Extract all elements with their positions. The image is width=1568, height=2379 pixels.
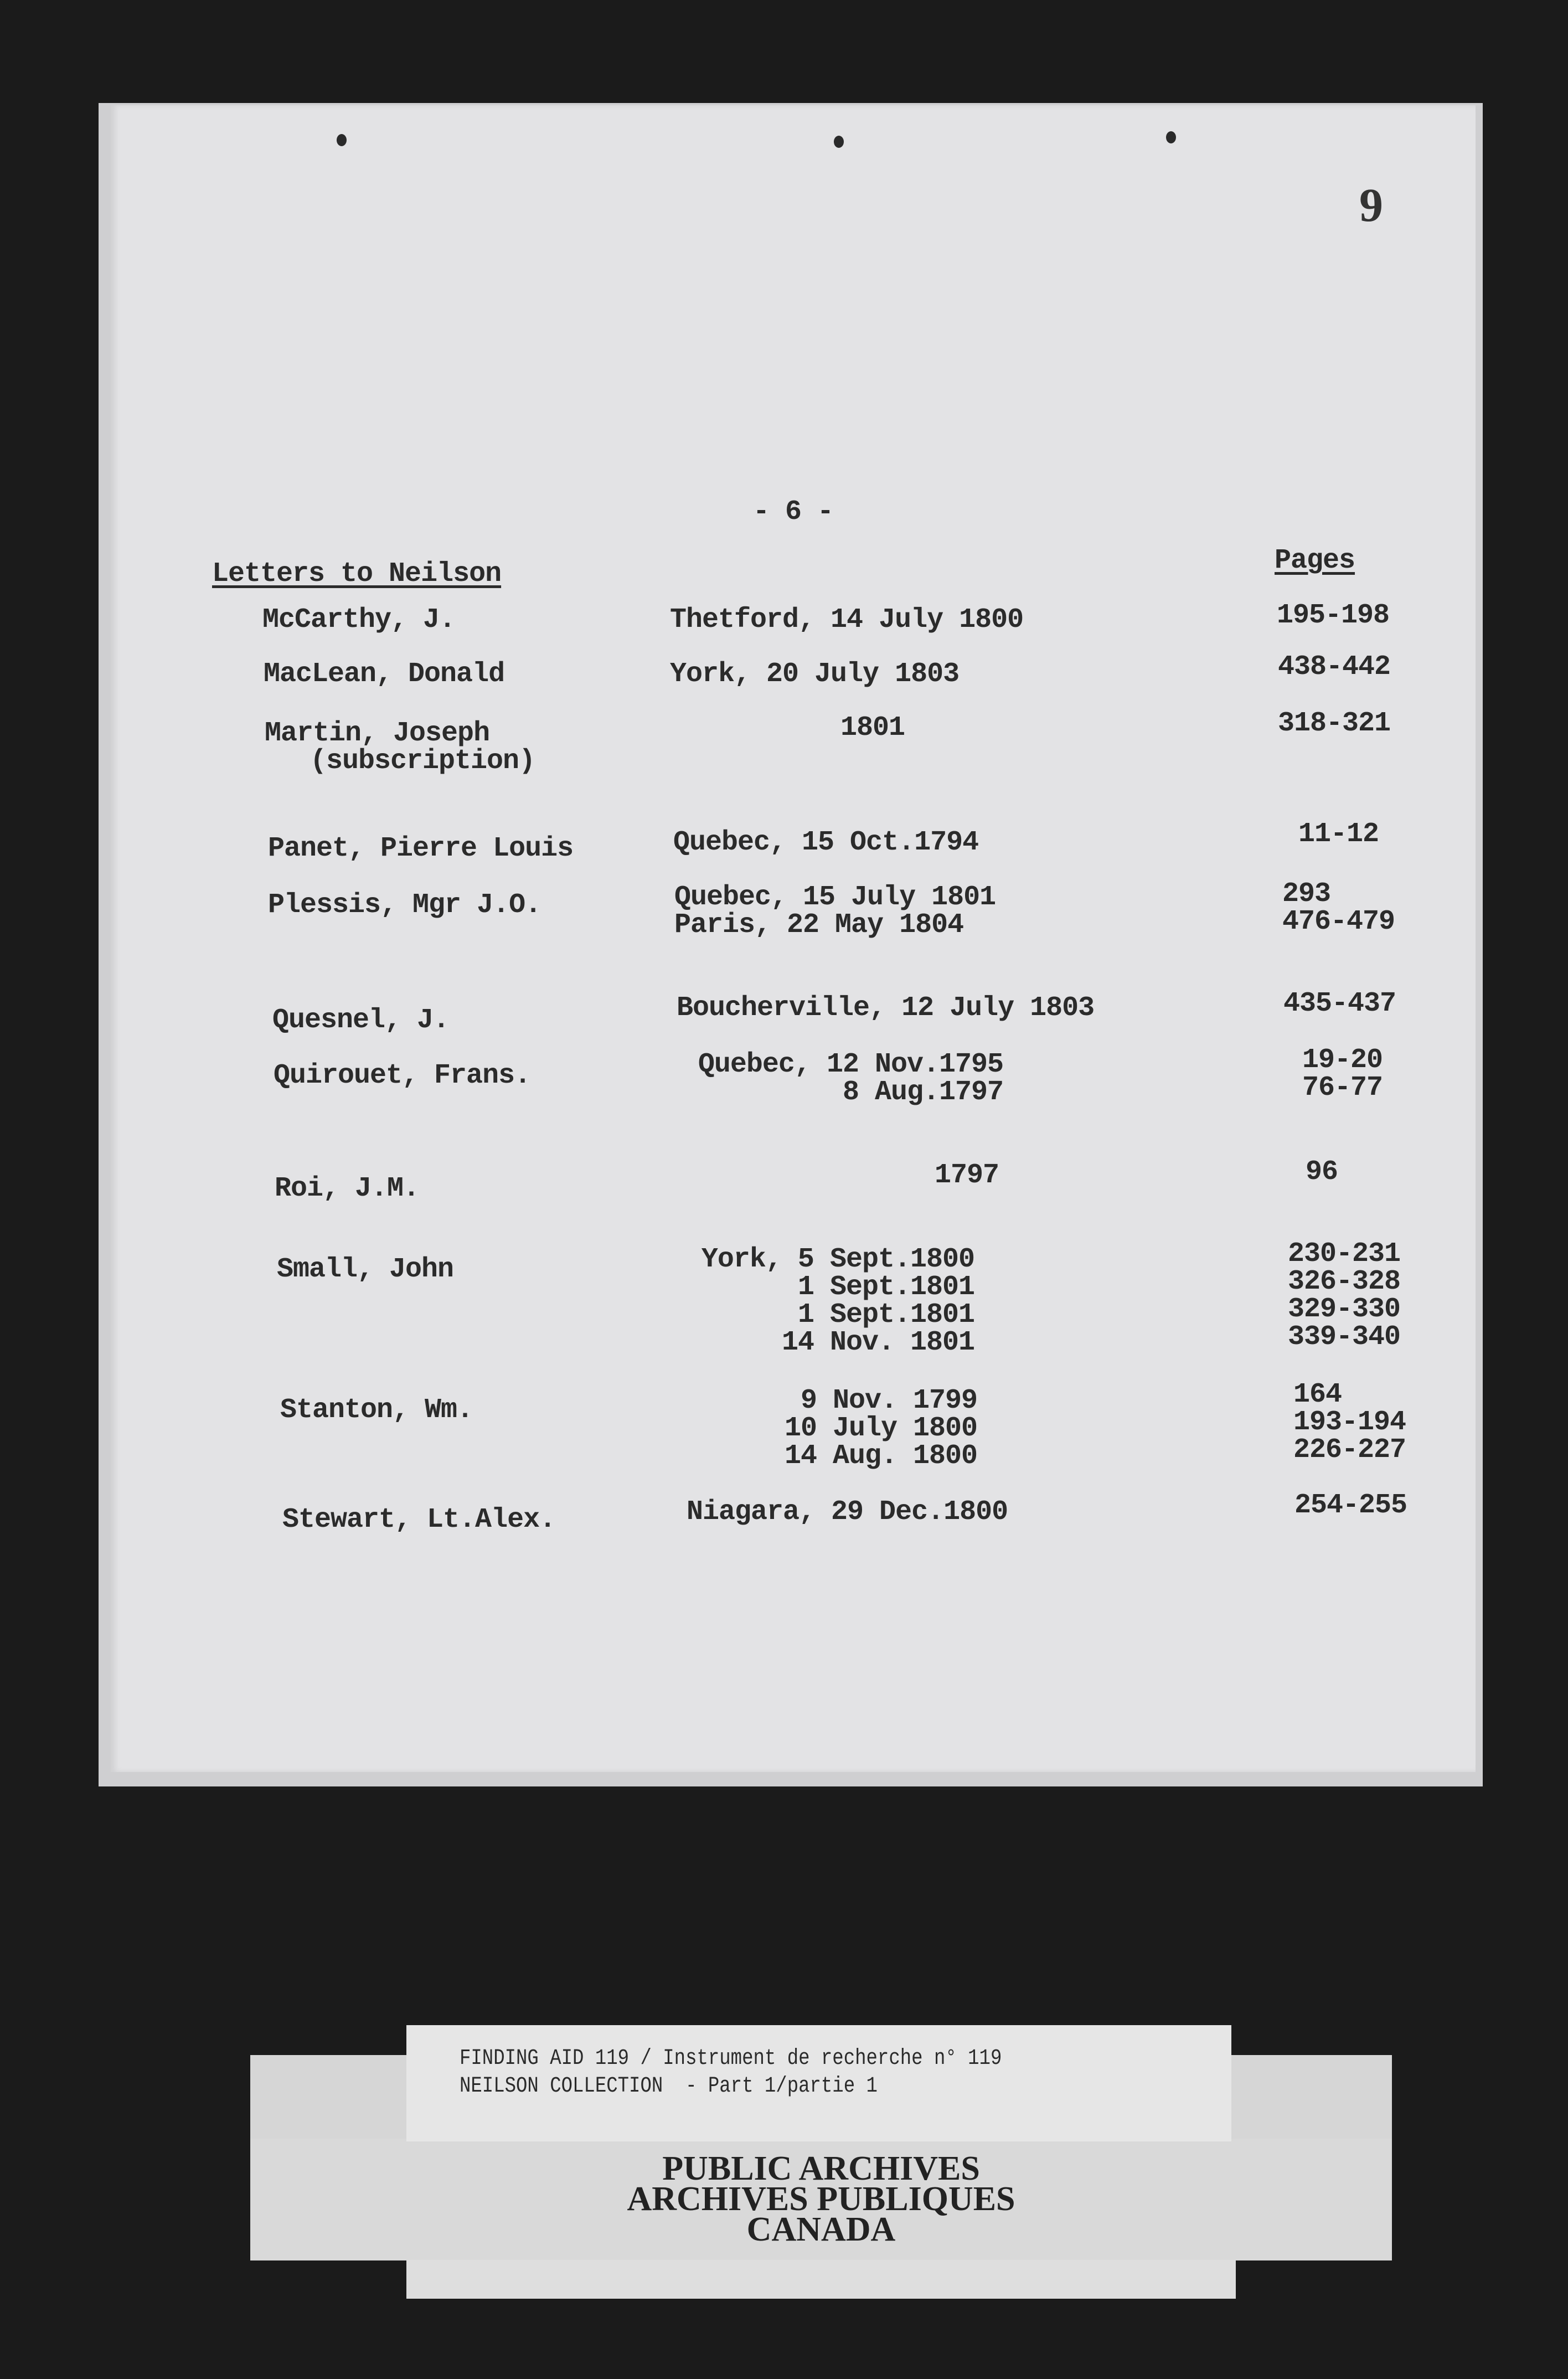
entry-pages: 254-255 <box>1294 1490 1407 1521</box>
entry-date: 14 Nov. 1801 <box>781 1327 974 1358</box>
entry-date: Quebec, 15 Oct.1794 <box>673 827 979 858</box>
page-range: 476-479 <box>1282 906 1395 938</box>
entry-date: 10 July 1800 <box>784 1413 977 1444</box>
entry-date: Boucherville, 12 July 1803 <box>677 992 1095 1024</box>
entry-dates <box>674 884 996 939</box>
pages-header: Pages <box>1275 545 1355 576</box>
finding-aid-line: FINDING AID 119 / Instrument de recherche n° 119 <box>460 2046 1002 2071</box>
archives-stamp-line: PUBLIC ARCHIVES <box>662 2150 980 2187</box>
page-range: 226-227 <box>1293 1434 1406 1466</box>
page-range: 193-194 <box>1293 1407 1406 1438</box>
page-range: 76-77 <box>1302 1072 1383 1104</box>
page-range: 293 <box>1282 878 1331 910</box>
entry-name: McCarthy, J. <box>262 604 456 636</box>
entry-date: 1 Sept.1801 <box>797 1299 974 1331</box>
entry-date: 1797 <box>935 1160 999 1191</box>
entry-pages <box>1293 1381 1406 1464</box>
page-range: 339-340 <box>1288 1321 1401 1353</box>
entry-pages: 96 <box>1306 1156 1338 1188</box>
archive-card-strip <box>406 2260 1236 2299</box>
entry-pages: 435-437 <box>1283 988 1396 1019</box>
entry-name: Quirouet, Frans. <box>274 1060 531 1091</box>
entry-date: Niagara, 29 Dec.1800 <box>687 1496 1008 1528</box>
entry-date: Quebec, 15 July 1801 <box>674 882 996 913</box>
page-range: 326-328 <box>1288 1266 1401 1297</box>
entry-pages: 195-198 <box>1277 600 1390 631</box>
page-range: 230-231 <box>1288 1238 1401 1270</box>
sheet-number: - 6 - <box>753 496 834 528</box>
entry-name-note: (subscription) <box>310 745 535 777</box>
entry-date: Quebec, 12 Nov.1795 <box>698 1049 1003 1080</box>
entry-date: Paris, 22 May 1804 <box>674 909 964 941</box>
entry-name: MacLean, Donald <box>264 658 505 690</box>
punch-hole <box>1166 131 1176 143</box>
entry-pages: 318-321 <box>1278 708 1391 739</box>
entry-pages <box>1302 1044 1383 1104</box>
entry-date: 9 Nov. 1799 <box>800 1385 977 1417</box>
page-range: 164 <box>1293 1379 1342 1410</box>
entry-dates <box>675 1387 977 1470</box>
entry-pages: 438-442 <box>1278 651 1391 683</box>
entry-date: York, 5 Sept.1800 <box>701 1244 974 1275</box>
punch-hole <box>834 136 844 148</box>
entry-dates <box>675 1246 974 1357</box>
entry-date: 8 Aug.1797 <box>842 1077 1003 1108</box>
entry-date: 1 Sept.1801 <box>797 1271 974 1303</box>
entry-pages <box>1282 880 1395 936</box>
archives-stamp-line: ARCHIVES PUBLIQUES <box>627 2180 1015 2218</box>
entry-name: Small, John <box>277 1254 454 1285</box>
entry-name: Stanton, Wm. <box>280 1394 473 1426</box>
punch-hole <box>337 134 347 146</box>
entry-name: Roi, J.M. <box>275 1173 420 1204</box>
entry-name: Stewart, Lt.Alex. <box>282 1504 556 1536</box>
entry-pages: 11-12 <box>1298 818 1379 850</box>
entry-date: 14 Aug. 1800 <box>784 1440 977 1472</box>
entry-name: Quesnel, J. <box>272 1005 450 1036</box>
entry-name: Plessis, Mgr J.O. <box>268 889 541 921</box>
entry-date: 1801 <box>840 712 905 744</box>
archives-stamp-line: CANADA <box>746 2211 896 2248</box>
entry-date: Thetford, 14 July 1800 <box>670 604 1024 636</box>
page-number: 9 <box>1359 178 1383 231</box>
entry-name: Panet, Pierre Louis <box>268 833 574 864</box>
entry-dates <box>677 1051 1003 1106</box>
entry-date: York, 20 July 1803 <box>670 658 960 690</box>
section-title: Letters to Neilson <box>212 558 502 590</box>
entry-pages <box>1288 1240 1400 1351</box>
page-range: 329-330 <box>1288 1294 1401 1325</box>
entry-name: Martin, Joseph <box>265 718 490 749</box>
collection-line: NEILSON COLLECTION - Part 1/partie 1 <box>460 2074 878 2099</box>
page-range: 19-20 <box>1302 1044 1383 1076</box>
